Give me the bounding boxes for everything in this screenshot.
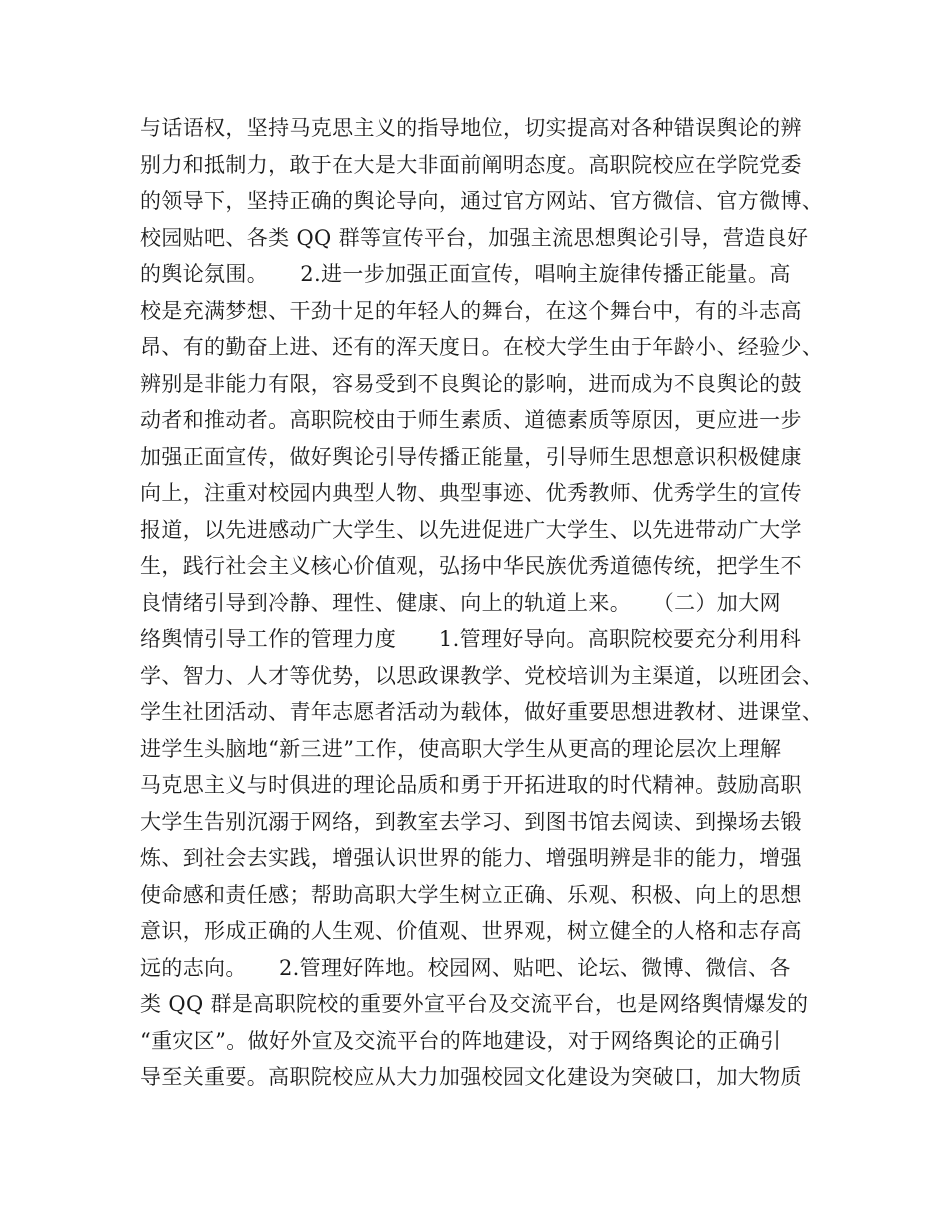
text-line: 生，践行社会主义核心价值观，弘扬中华民族优秀道德传统，把学生不 xyxy=(140,554,802,578)
text-line: 的舆论氛围。 2.进一步加强正面宣传，唱响主旋律传播正能量。高 xyxy=(140,262,791,286)
text-line: 与话语权，坚持马克思主义的指导地位，切实提高对各种错误舆论的辨 xyxy=(140,116,802,140)
text-line: 校园贴吧、各类 QQ 群等宣传平台，加强主流思想舆论引导，营造良好 xyxy=(140,225,809,250)
text-line: 的领导下，坚持正确的舆论导向，通过官方网站、官方微信、官方微博、 xyxy=(140,189,824,213)
text-line: 向上，注重对校园内典型人物、典型事迹、优秀教师、优秀学生的宣传 xyxy=(140,481,802,505)
text-line: 辨别是非能力有限，容易受到不良舆论的影响，进而成为不良舆论的鼓 xyxy=(140,371,802,396)
text-line: “重灾区”。做好外宣及交流平台的阵地建设，对于网络舆论的正确引 xyxy=(140,1028,782,1053)
text-line: 导至关重要。高职院校应从大力加强校园文化建设为突破口，加大物质 xyxy=(140,1065,802,1089)
body-text xyxy=(140,110,830,1096)
text-line: 动者和推动者。高职院校由于师生素质、道德素质等原因，更应进一步 xyxy=(140,408,802,432)
text-line: 马克思主义与时俱进的理论品质和勇于开拓进取的时代精神。鼓励高职 xyxy=(140,773,802,797)
text-line: 别力和抵制力，敢于在大是大非面前阐明态度。高职院校应在学院党委 xyxy=(140,152,802,177)
text-line: 学生社团活动、青年志愿者活动为载体，做好重要思想进教材、进课堂、 xyxy=(140,700,824,724)
text-line: 加强正面宣传，做好舆论引导传播正能量，引导师生思想意识积极健康 xyxy=(140,444,802,469)
text-line: 昂、有的勤奋上进、还有的浑天度日。在校大学生由于年龄小、经验少、 xyxy=(140,335,824,359)
text-line: 校是充满梦想、干劲十足的年轻人的舞台，在这个舞台中，有的斗志高 xyxy=(140,298,802,323)
text-line: 意识，形成正确的人生观、价值观、世界观，树立健全的人格和志存高 xyxy=(140,919,802,943)
text-line: 络舆情引导工作的管理力度 1.管理好导向。高职院校要充分利用科 xyxy=(140,627,802,651)
text-line: 远的志向。 2.管理好阵地。校园网、贴吧、论坛、微博、微信、各 xyxy=(140,955,791,980)
text-line: 使命感和责任感；帮助高职大学生树立正确、乐观、积极、向上的思想 xyxy=(140,882,802,907)
text-line: 学、智力、人才等优势，以思政课教学、党校培训为主渠道，以班团会、 xyxy=(140,663,824,688)
text-line: 炼、到社会去实践，增强认识世界的能力、增强明辨是非的能力，增强 xyxy=(140,846,802,870)
text-line: 类 QQ 群是高职院校的重要外宣平台及交流平台，也是网络舆情爆发的 xyxy=(140,992,809,1016)
text-line: 大学生告别沉溺于网络，到教室去学习、到图书馆去阅读、到操场去锻 xyxy=(140,809,802,834)
text-line: 报道，以先进感动广大学生、以先进促进广大学生、以先进带动广大学 xyxy=(140,517,802,542)
text-line: 良情绪引导到冷静、理性、健康、向上的轨道上来。 （二）加大网 xyxy=(140,590,781,615)
text-line: 进学生头脑地“新三进”工作，使高职大学生从更高的理论层次上理解 xyxy=(140,736,782,761)
